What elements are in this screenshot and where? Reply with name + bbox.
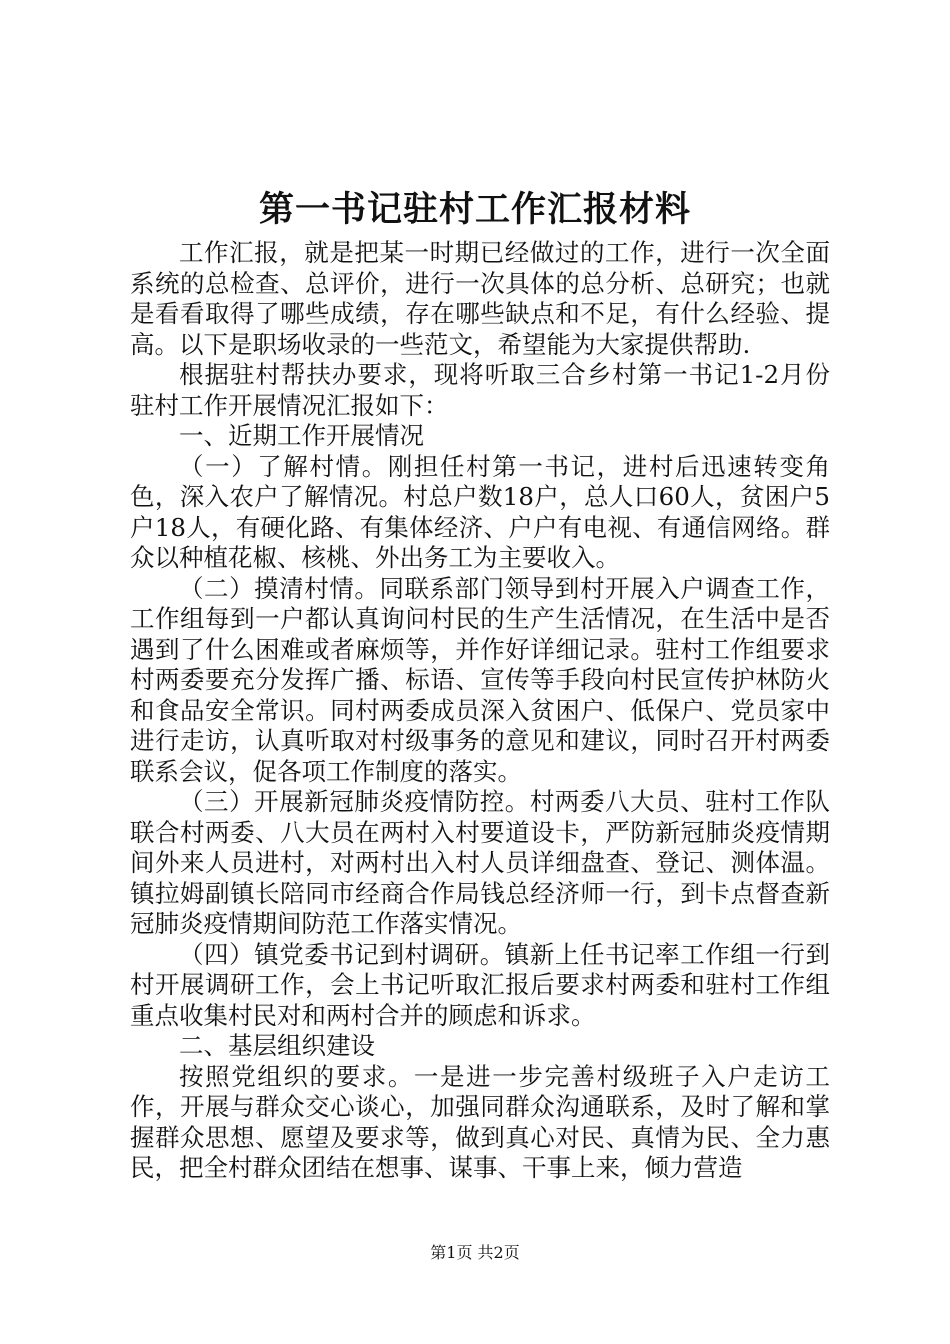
- document-body: [130, 238, 830, 1184]
- paragraph-preface: 根据驻村帮扶办要求，现将听取三合乡村第一书记1-2月份驻村工作开展情况汇报如下：: [130, 360, 830, 420]
- page-footer: 第1页 共2页: [430, 1243, 520, 1262]
- paragraph-item-2: （二）摸清村情。同联系部门领导到村开展入户调查工作，工作组每到一户都认真询问村民的生产生活情况，在生活中是否遇到了什么困难或者麻烦等，并作好详细记录。驻村工作组要求村两委要充分发挥广播、标语、宣传等手段向村民宣传护林防火和食品安全常识。同村两委成员深入贫困户、低保户、党员家中进行走访，认真听取对村级事务的意见和建议，同时召开村两委联系会议，促各项工作制度的落实。: [130, 573, 830, 786]
- paragraph-organization: 按照党组织的要求。一是进一步完善村级班子入户走访工作，开展与群众交心谈心，加强同群众沟通联系，及时了解和掌握群众思想、愿望及要求等，做到真心对民、真情为民、全力惠民，把全村群众团结在想事、谋事、干事上来，倾力营造: [130, 1061, 830, 1182]
- section-heading-1: 一、近期工作开展情况: [179, 421, 424, 450]
- document-title: 第一书记驻村工作汇报材料: [258, 189, 691, 230]
- paragraph-item-4: （四）镇党委书记到村调研。镇新上任书记率工作组一行到村开展调研工作，会上书记听取汇报后要求村两委和驻村工作组重点收集村民对和两村合并的顾虑和诉求。: [130, 939, 830, 1030]
- paragraph-item-1: （一）了解村情。刚担任村第一书记，进村后迅速转变角色，深入农户了解情况。村总户数18户，总人口60人，贫困户5户18人，有硬化路、有集体经济、户户有电视、有通信网络。群众以种植花椒、核桃、外出务工为主要收入。: [130, 451, 830, 572]
- paragraph-item-3: （三）开展新冠肺炎疫情防控。村两委八大员、驻村工作队联合村两委、八大员在两村入村要道设卡，严防新冠肺炎疫情期间外来人员进村，对两村出入村人员详细盘查、登记、测体温。镇拉姆副镇长陪同市经商合作局钱总经济师一行，到卡点督查新冠肺炎疫情期间防范工作落实情况。: [130, 787, 830, 938]
- section-heading-2: 二、基层组织建设: [179, 1031, 375, 1060]
- paragraph-intro: 工作汇报，就是把某一时期已经做过的工作，进行一次全面系统的总检查、总评价，进行一次具体的总分析、总研究；也就是看看取得了哪些成绩，存在哪些缺点和不足，有什么经验、提高。以下是职场收录的一些范文，希望能为大家提供帮助.: [130, 238, 830, 359]
